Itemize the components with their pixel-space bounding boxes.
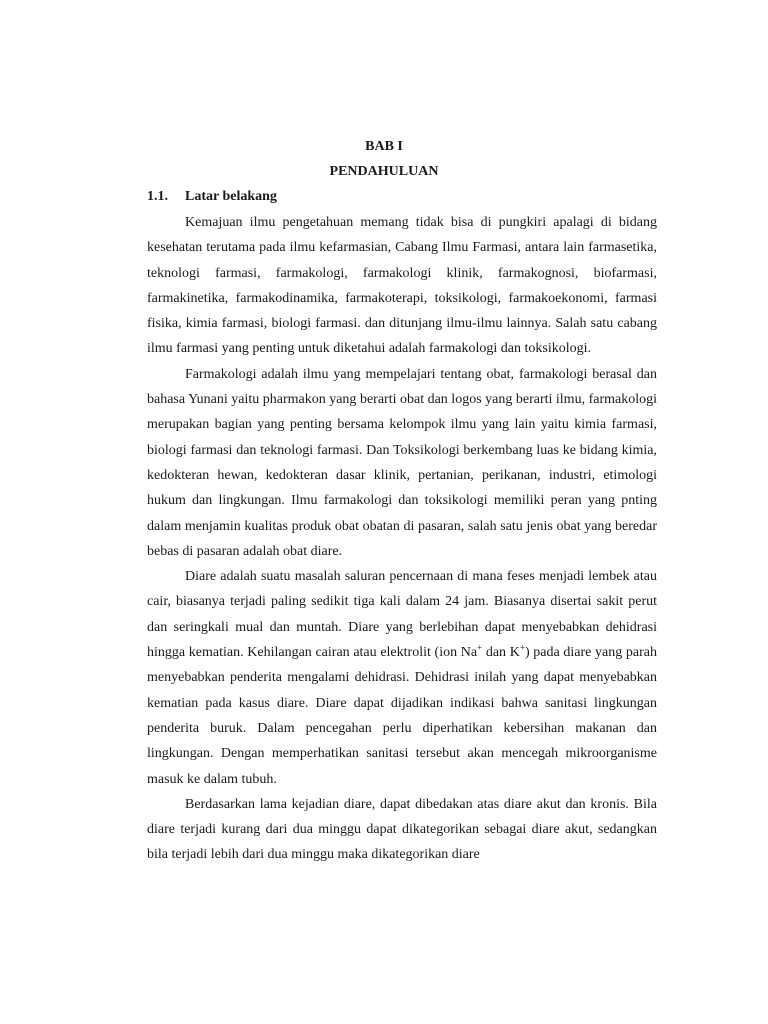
chapter-heading: BAB I (365, 139, 403, 154)
body-text (147, 210, 657, 868)
ion-potassium: K (509, 645, 520, 661)
section-number: 1.1. (147, 189, 168, 204)
diare-text-start: Diare adalah suatu masalah saluran pencernaan di mana feses menjadi lembek atau cair, biasanya terjadi paling sedikit tiga kali dalam 24 jam. Biasanya disertai sakit perut dan seringkali mual dan muntah. Diare yang berlebihan dapat menyebabkan dehidrasi hingga kematian. Kehilangan cairan atau elektrolit (ion (147, 569, 657, 661)
section-title: Latar belakang (185, 189, 277, 204)
paragraph-farmakologi: Farmakologi adalah ilmu yang mempelajari tentang obat, farmakologi berasal dan bahasa Yunani yaitu pharmakon yang berarti obat dan logos yang berarti ilmu, farmakologi merupakan bagian yang penting bersama kelompok ilmu yang lain yaitu kimia farmasi, biologi farmasi dan teknologi farmasi. Dan Toksikologi berkembang luas ke bidang kimia, kedokteran hewan, kedokteran dasar klinik, pertanian, perikanan, industri, etimologi hukum dan lingkungan. Ilmu farmakologi dan toksikologi memiliki peran yang pnting dalam menjamin kualitas produk obat obatan di pasaran, salah satu jenis obat yang beredar bebas di pasaran adalah obat diare. (147, 366, 657, 559)
diare-text-end: ) pada diare yang parah menyebabkan penderita mengalami dehidrasi. Dehidrasi inilah yang dapat menyebabkan kematian pada kasus diare. Diare dapat dijadikan indikasi bahwa sanitasi lingkungan penderita buruk. Dalam pencegahan perlu diperhatikan kebersihan makanan dan lingkungan. Dengan memperhatikan sanitasi tersebut akan mencegah mikroorganisme masuk ke dalam tubuh. (147, 645, 658, 787)
section-heading (147, 188, 277, 206)
ion-potassium-charge: + (519, 642, 525, 653)
chapter-title: PENDAHULUAN (329, 164, 439, 179)
ion-sodium: Na (460, 645, 478, 661)
paragraph-intro: Kemajuan ilmu pengetahuan memang tidak bisa di pungkiri apalagi di bidang kesehatan terutama pada ilmu kefarmasian, Cabang Ilmu Farmasi, antara lain farmasetika, teknologi farmasi, farmakologi, farmakologi klinik, farmakognosi, biofarmasi, farmakinetika, farmakodinamika, farmakoterapi, toksikologi, farmakoekonomi, farmasi fisika, kimia farmasi, biologi farmasi. dan ditunjang ilmu-ilmu lainnya. Salah satu cabang ilmu farmasi yang penting untuk diketahui adalah farmakologi dan toksikologi. (147, 215, 657, 357)
paragraph-klasifikasi: Berdasarkan lama kejadian diare, dapat dibedakan atas diare akut dan kronis. Bila diare terjadi kurang dari dua minggu dapat dikategorikan sebagai diare akut, sedangkan bila terjadi lebih dari dua minggu maka dikategorikan diare (147, 796, 657, 863)
ion-sodium-charge: + (477, 642, 483, 653)
paragraph-diare (147, 564, 657, 792)
diare-text-conjunction: dan (482, 645, 510, 661)
